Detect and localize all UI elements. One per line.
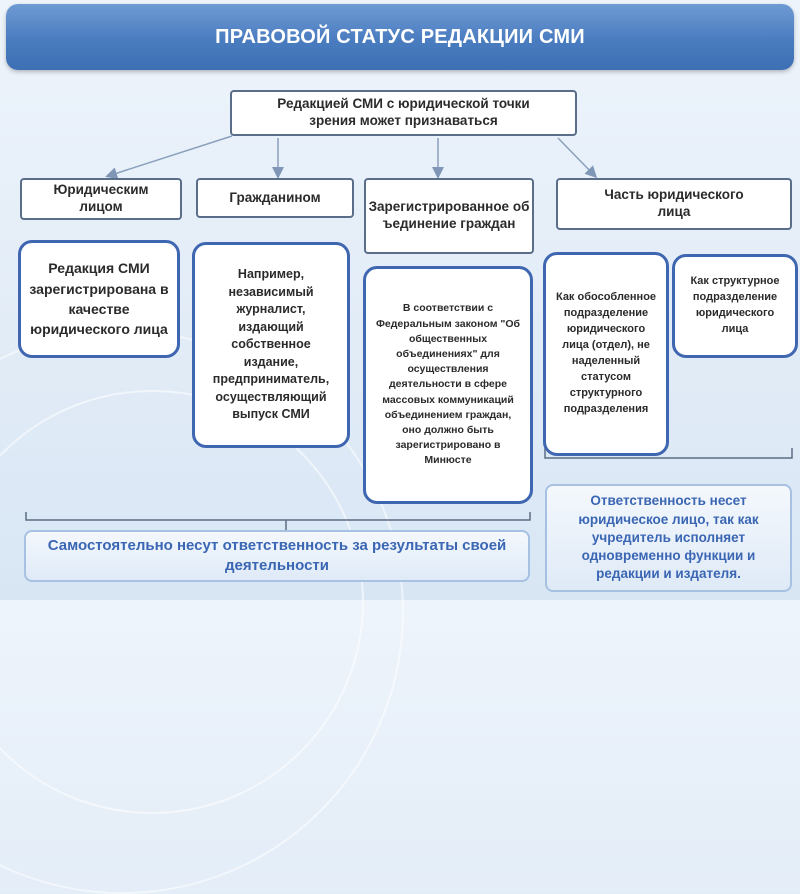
conclusion-left-text: Самостоятельно несут ответственность за результаты своей деятельности <box>47 536 507 574</box>
detail-association <box>363 266 533 504</box>
detail-structural-division <box>672 254 798 358</box>
arrow-to-part <box>558 138 595 176</box>
category-part-label: Часть юридического лица <box>604 187 744 219</box>
arrow-to-legal-entity <box>108 136 232 176</box>
detail-association-text: В соответствии с Федеральным законом "Об общественных объединениях" для осуществления деятельности в сфере массовых коммуникаций объединением граждан, оно должно быть зарегистрировано в Минюсте <box>375 302 521 467</box>
conclusion-right-text: Ответственность несет юридическое лицо, так как учредитель исполняет одновременно функции и редакции и издателя. <box>578 493 759 582</box>
bracket-left <box>26 512 530 520</box>
detail-legal-entity-text: Редакция СМИ зарегистрирована в качестве юридического лица <box>29 260 169 338</box>
category-citizen <box>196 178 354 218</box>
detail-separate-division <box>543 252 669 456</box>
detail-separate-division-text: Как обособленное подразделение юридического лица (отдел), не наделенный статусом структурного подразделения <box>555 291 657 415</box>
root-box <box>230 90 577 136</box>
conclusion-right <box>545 484 792 592</box>
category-legal-entity <box>20 178 182 220</box>
category-legal-entity-label: Юридическим лицом <box>53 182 149 214</box>
detail-structural-division-text: Как структурное подразделение юридического лица <box>690 275 780 335</box>
detail-citizen-text: Например, независимый журналист, издающий собственное издание, предприниматель, осуществляющий выпуск СМИ <box>212 267 330 422</box>
conclusion-left <box>24 530 530 582</box>
root-text: Редакцией СМИ с юридической точки зрения может признаваться <box>277 96 530 128</box>
category-part-of-legal-entity <box>556 178 792 230</box>
category-association <box>364 178 534 254</box>
category-association-label: Зарегистрированное объединение граждан <box>368 199 530 231</box>
detail-legal-entity <box>18 240 180 358</box>
detail-citizen <box>192 242 350 448</box>
page-title: ПРАВОВОЙ СТАТУС РЕДАКЦИИ СМИ <box>215 25 585 48</box>
category-citizen-label: Гражданином <box>229 189 321 205</box>
